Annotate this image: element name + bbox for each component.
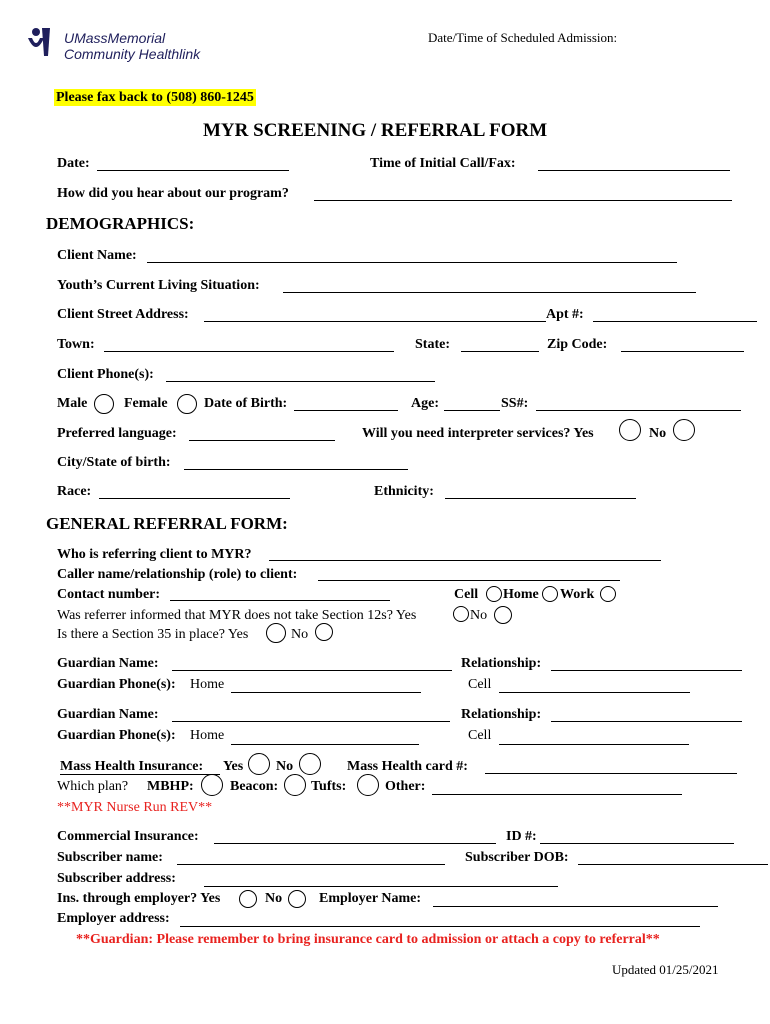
male-label: Male: [57, 396, 88, 411]
guardian2-name-label: Guardian Name:: [57, 707, 159, 722]
work-radio[interactable]: [600, 586, 616, 602]
living-situation-field[interactable]: [283, 292, 696, 293]
commercial-label: Commercial Insurance:: [57, 829, 199, 844]
ins-employer-label: Ins. through employer? Yes: [57, 891, 221, 906]
city-state-birth-field[interactable]: [184, 469, 408, 470]
subscriber-name-field[interactable]: [177, 864, 445, 865]
subscriber-name-label: Subscriber name:: [57, 850, 163, 865]
ins-employer-yes-radio[interactable]: [239, 890, 257, 908]
zip-label: Zip Code:: [547, 337, 608, 352]
living-situation-label: Youth’s Current Living Situation:: [57, 278, 260, 293]
contact-number-label: Contact number:: [57, 587, 161, 602]
section35-yes-radio[interactable]: [266, 623, 286, 643]
guardian1-name-label: Guardian Name:: [57, 656, 159, 671]
section35-no-radio[interactable]: [315, 623, 333, 641]
nurse-run-note: **MYR Nurse Run REV**: [57, 800, 213, 815]
mass-health-card-field[interactable]: [485, 773, 737, 774]
mass-health-yes-radio[interactable]: [248, 753, 270, 775]
state-label: State:: [415, 337, 450, 352]
other-field[interactable]: [432, 794, 682, 795]
female-label: Female: [124, 396, 168, 411]
guardian2-cell-label: Cell: [468, 728, 492, 743]
guardian2-relationship-label: Relationship:: [461, 707, 542, 722]
client-name-field[interactable]: [147, 262, 677, 263]
time-initial-field[interactable]: [538, 170, 730, 171]
section12-yes-radio[interactable]: [453, 606, 469, 622]
mbhp-radio[interactable]: [201, 774, 223, 796]
state-field[interactable]: [461, 351, 539, 352]
section12-label: Was referrer informed that MYR does not take Section 12s? Yes: [57, 608, 417, 623]
tufts-radio[interactable]: [357, 774, 379, 796]
umass-logo-icon: [26, 26, 60, 58]
apt-field[interactable]: [593, 321, 757, 322]
guardian-reminder: **Guardian: Please remember to bring insurance card to admission or attach a copy to referral**: [76, 932, 660, 947]
race-label: Race:: [57, 484, 92, 499]
which-plan-label: Which plan?: [57, 779, 129, 794]
guardian1-phones-label: Guardian Phone(s):: [57, 677, 176, 692]
time-initial-label: Time of Initial Call/Fax:: [370, 156, 516, 171]
guardian1-cell-label: Cell: [468, 677, 492, 692]
guardian1-relationship-field[interactable]: [551, 670, 742, 671]
referral-heading: GENERAL REFERRAL FORM:: [46, 514, 288, 533]
subscriber-dob-label: Subscriber DOB:: [465, 850, 569, 865]
age-field[interactable]: [444, 410, 500, 411]
race-field[interactable]: [99, 498, 290, 499]
subscriber-address-field[interactable]: [204, 886, 558, 887]
employer-name-field[interactable]: [433, 906, 718, 907]
preferred-language-label: Preferred language:: [57, 426, 177, 441]
zip-field[interactable]: [621, 351, 744, 352]
commercial-field[interactable]: [214, 843, 496, 844]
caller-field[interactable]: [318, 580, 620, 581]
guardian2-home-field[interactable]: [231, 744, 419, 745]
employer-address-field[interactable]: [180, 926, 700, 927]
ss-label: SS#:: [501, 396, 529, 411]
town-field[interactable]: [104, 351, 394, 352]
beacon-label: Beacon:: [230, 779, 279, 794]
scheduled-admission-label: Date/Time of Scheduled Admission:: [428, 30, 618, 45]
dob-label: Date of Birth:: [204, 396, 288, 411]
section35-label: Is there a Section 35 in place? Yes: [57, 627, 249, 642]
town-label: Town:: [57, 337, 95, 352]
preferred-language-field[interactable]: [189, 440, 335, 441]
guardian1-name-field[interactable]: [172, 670, 452, 671]
age-label: Age:: [411, 396, 439, 411]
dob-field[interactable]: [294, 410, 398, 411]
hear-about-label: How did you hear about our program?: [57, 186, 289, 201]
guardian1-home-field[interactable]: [231, 692, 421, 693]
cell-option-label: Cell: [454, 587, 479, 602]
date-field[interactable]: [97, 170, 289, 171]
contact-number-field[interactable]: [170, 600, 390, 601]
home-option-label: Home: [503, 587, 539, 602]
guardian2-home-label: Home: [190, 728, 225, 743]
interpreter-label: Will you need interpreter services? Yes: [362, 426, 594, 441]
ss-field[interactable]: [536, 410, 741, 411]
ethnicity-field[interactable]: [445, 498, 636, 499]
interpreter-no-label: No: [649, 426, 667, 441]
mass-health-no-label: No: [276, 759, 294, 774]
id-label: ID #:: [506, 829, 537, 844]
date-label: Date:: [57, 156, 90, 171]
client-phones-label: Client Phone(s):: [57, 367, 154, 382]
guardian2-phones-label: Guardian Phone(s):: [57, 728, 176, 743]
logo-line1: UMassMemorial: [64, 30, 166, 46]
employer-name-label: Employer Name:: [319, 891, 421, 906]
mass-health-underline: [60, 774, 220, 775]
street-address-label: Client Street Address:: [57, 307, 189, 322]
mass-health-label: Mass Health Insurance:: [60, 759, 204, 774]
page-title: MYR SCREENING / REFERRAL FORM: [203, 120, 548, 141]
who-referring-label: Who is referring client to MYR?: [57, 547, 252, 562]
client-name-label: Client Name:: [57, 248, 137, 263]
work-option-label: Work: [560, 587, 595, 602]
caller-label: Caller name/relationship (role) to client:: [57, 567, 298, 582]
mass-health-card-label: Mass Health card #:: [347, 759, 468, 774]
fax-note: Please fax back to (508) 860-1245: [56, 90, 254, 105]
who-referring-field[interactable]: [269, 560, 661, 561]
employer-address-label: Employer address:: [57, 911, 170, 926]
tufts-label: Tufts:: [311, 779, 347, 794]
street-address-field[interactable]: [204, 321, 546, 322]
guardian2-name-field[interactable]: [172, 721, 450, 722]
logo-line2: Community Healthlink: [64, 46, 201, 62]
hear-about-field[interactable]: [314, 200, 732, 201]
guardian1-relationship-label: Relationship:: [461, 656, 542, 671]
mass-health-no-radio[interactable]: [299, 753, 321, 775]
ins-employer-no-label: No: [265, 891, 283, 906]
city-state-birth-label: City/State of birth:: [57, 455, 171, 470]
interpreter-yes-radio[interactable]: [619, 419, 641, 441]
section12-no-radio[interactable]: [494, 606, 512, 624]
cell-radio[interactable]: [486, 586, 502, 602]
id-field[interactable]: [540, 843, 734, 844]
interpreter-no-radio[interactable]: [673, 419, 695, 441]
male-radio[interactable]: [94, 394, 114, 414]
home-radio[interactable]: [542, 586, 558, 602]
ins-employer-no-radio[interactable]: [288, 890, 306, 908]
ethnicity-label: Ethnicity:: [374, 484, 434, 499]
beacon-radio[interactable]: [284, 774, 306, 796]
guardian1-home-label: Home: [190, 677, 225, 692]
guardian2-relationship-field[interactable]: [551, 721, 742, 722]
section12-no-label: No: [470, 608, 488, 623]
client-phones-field[interactable]: [166, 381, 435, 382]
mbhp-label: MBHP:: [147, 779, 194, 794]
female-radio[interactable]: [177, 394, 197, 414]
updated-date: Updated 01/25/2021: [612, 962, 719, 977]
section35-no-label: No: [291, 627, 309, 642]
subscriber-dob-field[interactable]: [578, 864, 768, 865]
other-label: Other:: [385, 779, 426, 794]
apt-label: Apt #:: [546, 307, 584, 322]
guardian2-cell-field[interactable]: [499, 744, 689, 745]
guardian1-cell-field[interactable]: [499, 692, 690, 693]
subscriber-address-label: Subscriber address:: [57, 871, 176, 886]
mass-health-yes-label: Yes: [223, 759, 244, 774]
demographics-heading: DEMOGRAPHICS:: [46, 214, 195, 233]
